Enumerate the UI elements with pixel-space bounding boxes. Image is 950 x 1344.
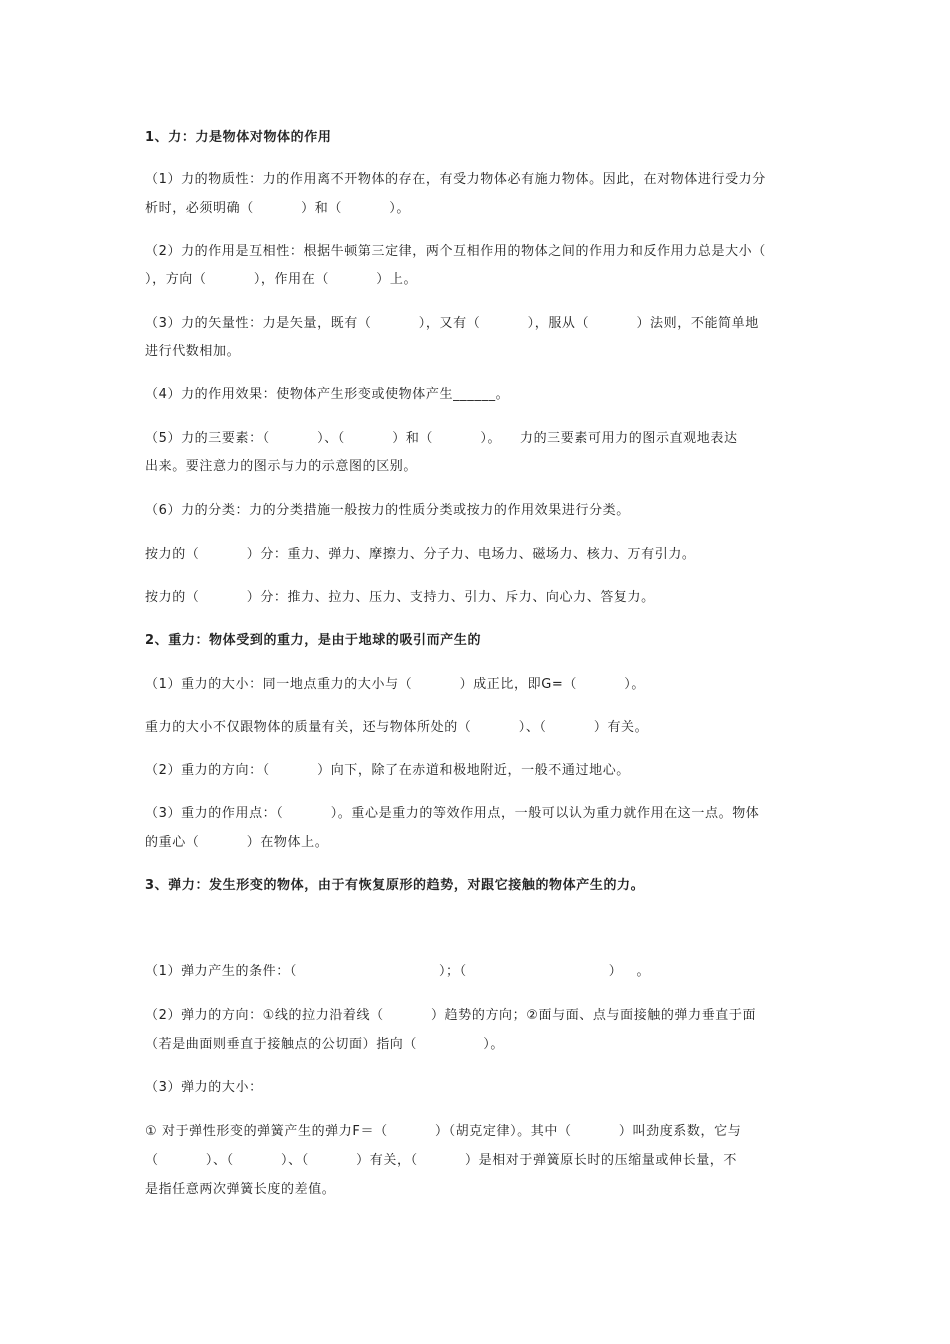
paragraph-line: ），方向（ ），作用在（ ）上。 (145, 272, 418, 287)
paragraph-line: 重力的大小不仅跟物体的质量有关，还与物体所处的（ ）、（ ）有关。 (145, 720, 649, 735)
paragraph-line: （3）重力的作用点：（ ）。重心是重力的等效作用点，一般可以认为重力就作用在这一点。物体 (145, 806, 760, 821)
paragraph-line: （1）力的物质性：力的作用离不开物体的存在，有受力物体必有施力物体。因此，在对物体进行受力分 (145, 172, 766, 187)
paragraph-line: （若是曲面则垂直于接触点的公切面）指向（ ）。 (145, 1037, 504, 1052)
paragraph-line: （1）弹力产生的条件：（ ）；（ ） 。 (145, 964, 651, 979)
paragraph-line: （ ）、（ ）、（ ）有关，（ ）是相对于弹簧原长时的压缩量或伸长量，不 (145, 1153, 737, 1168)
paragraph-line: （5）力的三要素：（ ）、（ ）和（ ）。 力的三要素可用力的图示直观地表达 (145, 431, 738, 446)
paragraph-line: 出来。要注意力的图示与力的示意图的区别。 (145, 459, 418, 474)
paragraph-line: 按力的（ ）分：重力、弹力、摩擦力、分子力、电场力、磁场力、核力、万有引力。 (145, 547, 696, 562)
paragraph-line: （2）力的作用是互相性：根据牛顿第三定律，两个互相作用的物体之间的作用力和反作用力总是大小（ (145, 244, 766, 259)
paragraph-line: 析时，必须明确（ ）和（ ）。 (145, 201, 410, 216)
heading-force: 1、力：力是物体对物体的作用 (145, 130, 332, 145)
paragraph-line: （3）力的矢量性：力是矢量，既有（ ），又有（ ），服从（ ）法则，不能简单地 (145, 316, 759, 331)
paragraph-line: 的重心（ ）在物体上。 (145, 835, 329, 850)
paragraph-line: （6）力的分类：力的分类措施一般按力的性质分类或按力的作用效果进行分类。 (145, 503, 630, 518)
paragraph-line: 是指任意两次弹簧长度的差值。 (145, 1182, 336, 1197)
paragraph-line: 按力的（ ）分：推力、拉力、压力、支持力、引力、斥力、向心力、答复力。 (145, 590, 655, 605)
paragraph-line: （3）弹力的大小： (145, 1080, 263, 1095)
heading-gravity: 2、重力：物体受到的重力，是由于地球的吸引而产生的 (145, 633, 482, 648)
paragraph-line: （2）弹力的方向：①线的拉力沿着线（ ）趋势的方向；②面与面、点与面接触的弹力垂直于面 (145, 1008, 757, 1023)
paragraph-line: （1）重力的大小：同一地点重力的大小与（ ）成正比，即G=（ ）。 (145, 677, 645, 692)
paragraph-line: （2）重力的方向：（ ）向下，除了在赤道和极地附近，一般不通过地心。 (145, 763, 630, 778)
paragraph-line: 进行代数相加。 (145, 344, 241, 359)
heading-elastic-force: 3、弹力：发生形变的物体，由于有恢复原形的趋势，对跟它接触的物体产生的力。 (145, 878, 645, 893)
paragraph-line: （4）力的作用效果：使物体产生形变或使物体产生______。 (145, 387, 510, 402)
paragraph-line: ① 对于弹性形变的弹簧产生的弹力F＝（ ）（胡克定律）。其中（ ）叫劲度系数，它与 (145, 1124, 742, 1139)
